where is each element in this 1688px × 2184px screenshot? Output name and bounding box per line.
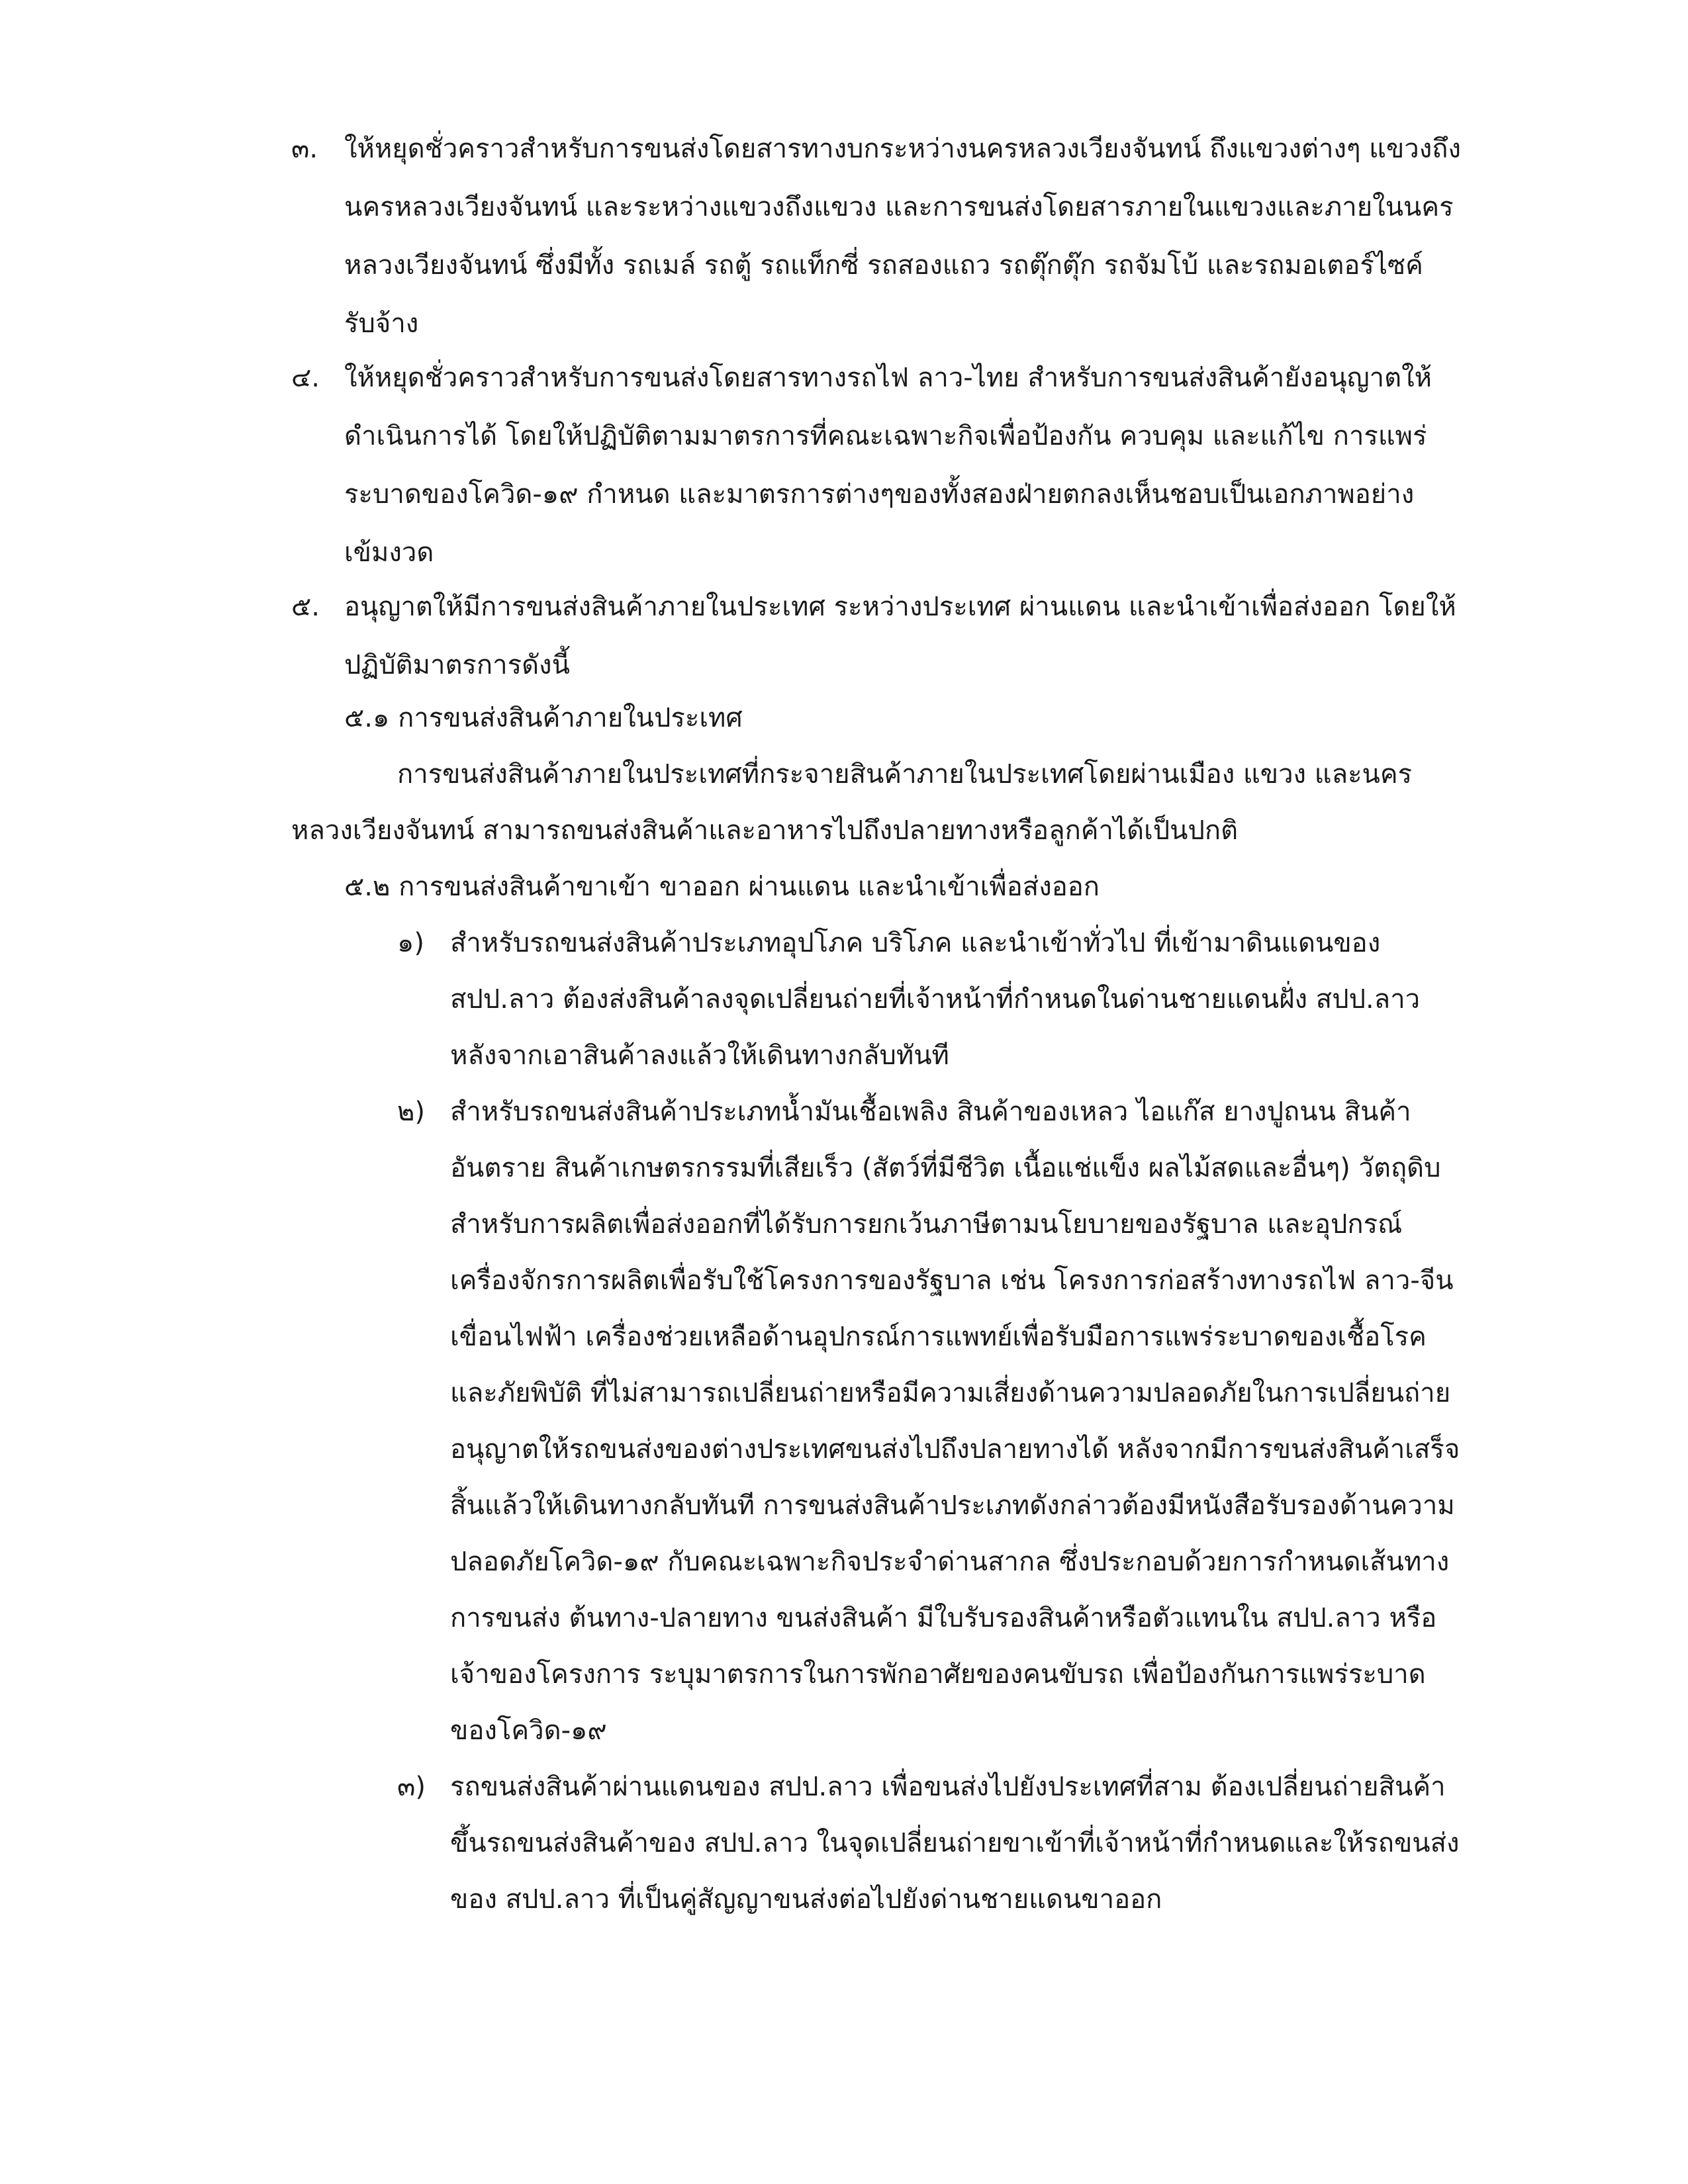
item-number: ๔.	[291, 363, 320, 393]
subitem-line: อนุญาตให้รถขนส่งของต่างประเทศขนส่งไปถึงปลายทางได้ หลังจากมีการขนส่งสินค้าเสร็จ	[450, 1434, 1460, 1465]
item-line: นครหลวงเวียงจันทน์ และระหว่างแขวงถึงแขวง และการขนส่งโดยสารภายในแขวงและภายในนคร	[344, 192, 1454, 222]
subitem-line: ขึ้นรถขนส่งสินค้าของ สปป.ลาว ในจุดเปลี่ยนถ่ายขาเข้าที่เจ้าหน้าที่กำหนดและให้รถขนส่ง	[450, 1828, 1460, 1858]
subitem-line: สำหรับการผลิตเพื่อส่งออกที่ได้รับการยกเว้นภาษีตามนโยบายของรัฐบาล และอุปกรณ์	[450, 1209, 1403, 1240]
subitem-line: และภัยพิบัติ ที่ไม่สามารถเปลี่ยนถ่ายหรือมีความเสี่ยงด้านความปลอดภัยในการเปลี่ยนถ่าย	[450, 1378, 1451, 1408]
subitem-line: สำหรับรถขนส่งสินค้าประเภทน้ำมันเชื้อเพลิง สินค้าของเหลว ไอแก๊ส ยางปูถนน สินค้า	[450, 1097, 1411, 1127]
item-line: รับจ้าง	[344, 308, 419, 339]
section-heading: ๕.๑ การขนส่งสินค้าภายในประเทศ	[344, 703, 743, 733]
subitem-line: หลังจากเอาสินค้าลงแล้วให้เดินทางกลับทันที	[450, 1040, 949, 1071]
subitem-line: เขื่อนไฟฟ้า เครื่องช่วยเหลือด้านอุปกรณ์การแพทย์เพื่อรับมือการแพร่ระบาดของเชื้อโรค	[450, 1322, 1427, 1352]
item-line: หลวงเวียงจันทน์ ซึ่งมีทั้ง รถเมล์ รถตู้ รถแท็กซี่ รถสองแถว รถตุ๊กตุ๊ก รถจัมโบ้ และรถมอเตอร์ไซค์	[344, 250, 1423, 281]
subitem-line: การขนส่ง ต้นทาง-ปลายทาง ขนส่งสินค้า มีใบรับรองสินค้าหรือตัวแทนใน สปป.ลาว หรือ	[450, 1603, 1437, 1633]
subitem-line: สำหรับรถขนส่งสินค้าประเภทอุปโภค บริโภค และนำเข้าทั่วไป ที่เข้ามาดินแดนของ	[450, 928, 1381, 958]
subitem-number: ๓)	[397, 1772, 426, 1802]
item-line: อนุญาตให้มีการขนส่งสินค้าภายในประเทศ ระหว่างประเทศ ผ่านแดน และนำเข้าเพื่อส่งออก โดยให้	[344, 592, 1456, 622]
paragraph-line: การขนส่งสินค้าภายในประเทศที่กระจายสินค้าภายในประเทศโดยผ่านเมือง แขวง และนคร	[397, 759, 1413, 790]
item-line: ให้หยุดชั่วคราวสำหรับการขนส่งโดยสารทางบกระหว่างนครหลวงเวียงจันทน์ ถึงแขวงต่างๆ แขวงถึง	[344, 134, 1462, 164]
subitem-line: ของโควิด-๑๙	[450, 1715, 607, 1746]
subitem-line: อันตราย สินค้าเกษตรกรรมที่เสียเร็ว (สัตว์ที่มีชีวิต เนื้อแช่แข็ง ผลไม้สดและอื่นๆ) วัตถุดิบ	[450, 1153, 1441, 1183]
item-line: ให้หยุดชั่วคราวสำหรับการขนส่งโดยสารทางรถไฟ ลาว-ไทย สำหรับการขนส่งสินค้ายังอนุญาตให้	[344, 363, 1432, 393]
subitem-line: สิ้นแล้วให้เดินทางกลับทันที การขนส่งสินค้าประเภทดังกล่าวต้องมีหนังสือรับรองด้านความ	[450, 1490, 1455, 1521]
item-number: ๓.	[291, 134, 318, 164]
item-line: ระบาดของโควิด-๑๙ กำหนด และมาตรการต่างๆของทั้งสองฝ่ายตกลงเห็นชอบเป็นเอกภาพอย่าง	[344, 479, 1415, 510]
subitem-line: เจ้าของโครงการ ระบุมาตรการในการพักอาศัยของคนขับรถ เพื่อป้องกันการแพร่ระบาด	[450, 1659, 1426, 1690]
subitem-line: เครื่องจักรการผลิตเพื่อรับใช้โครงการของรัฐบาล เช่น โครงการก่อสร้างทางรถไฟ ลาว-จีน	[450, 1265, 1454, 1296]
subitem-number: ๑)	[397, 928, 424, 958]
subitem-line: สปป.ลาว ต้องส่งสินค้าลงจุดเปลี่ยนถ่ายที่เจ้าหน้าที่กำหนดในด่านชายแดนฝั่ง สปป.ลาว	[450, 984, 1421, 1015]
paragraph-line: หลวงเวียงจันทน์ สามารถขนส่งสินค้าและอาหารไปถึงปลายทางหรือลูกค้าได้เป็นปกติ	[291, 815, 1239, 846]
section-heading: ๕.๒ การขนส่งสินค้าขาเข้า ขาออก ผ่านแดน และนำเข้าเพื่อส่งออก	[344, 872, 1100, 902]
subitem-number: ๒)	[397, 1097, 425, 1127]
item-line: ปฏิบัติมาตรการดังนี้	[344, 650, 570, 680]
subitem-line: ปลอดภัยโควิด-๑๙ กับคณะเฉพาะกิจประจำด่านสากล ซึ่งประกอบด้วยการกำหนดเส้นทาง	[450, 1547, 1450, 1577]
item-line: เข้มงวด	[344, 537, 434, 568]
subitem-line: ของ สปป.ลาว ที่เป็นคู่สัญญาขนส่งต่อไปยังด่านชายแดนขาออก	[450, 1884, 1162, 1915]
item-line: ดำเนินการได้ โดยให้ปฏิบัติตามมาตรการที่คณะเฉพาะกิจเพื่อป้องกัน ควบคุม และแก้ไข การแพร่	[344, 421, 1427, 451]
item-number: ๕.	[291, 592, 320, 622]
subitem-line: รถขนส่งสินค้าผ่านแดนของ สปป.ลาว เพื่อขนส่งไปยังประเทศที่สาม ต้องเปลี่ยนถ่ายสินค้า	[450, 1772, 1446, 1802]
